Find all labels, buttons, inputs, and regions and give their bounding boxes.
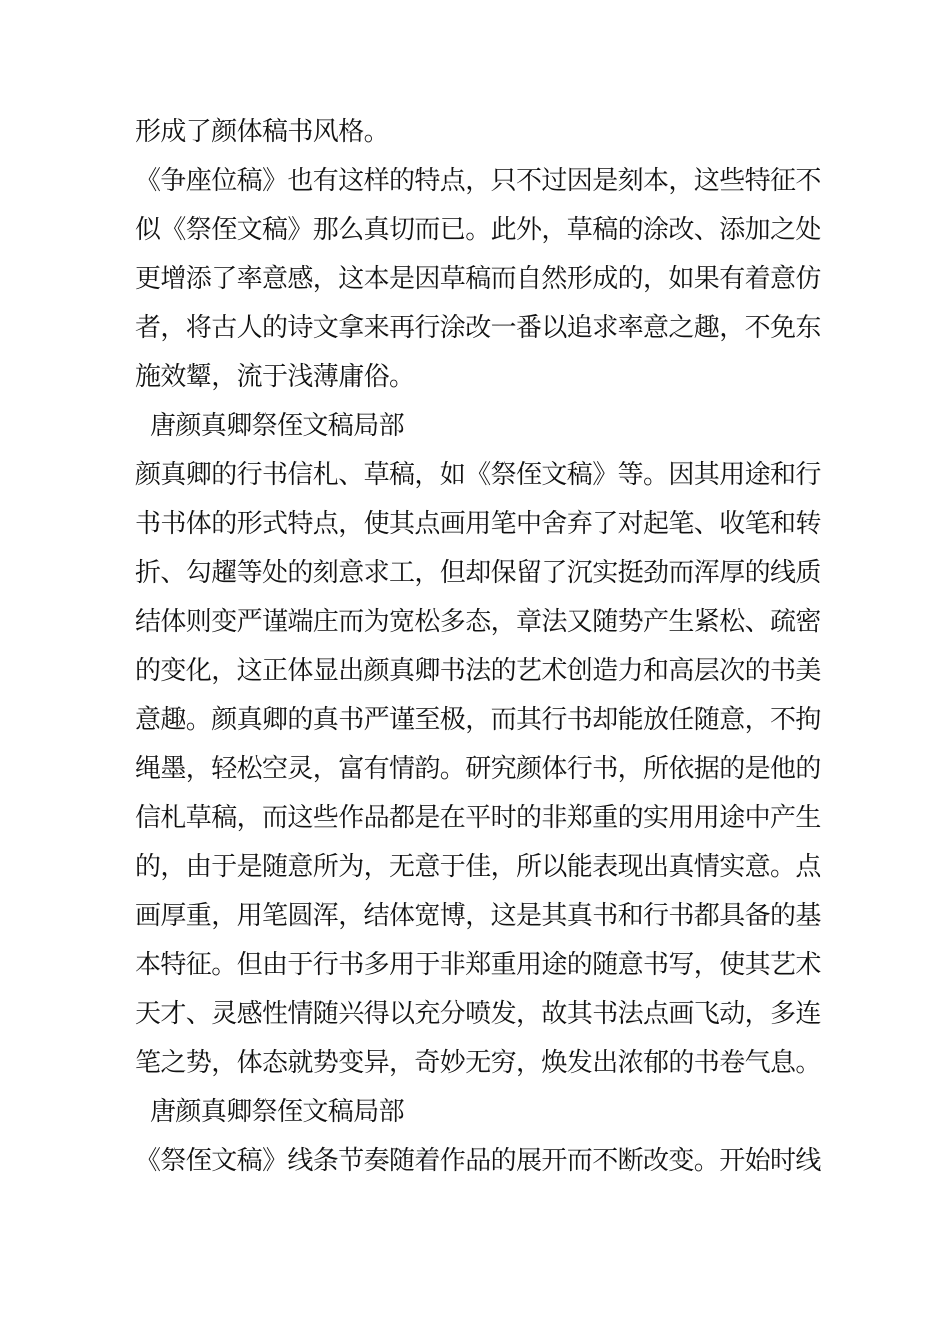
text-line: 本特征。但由于行书多用于非郑重用途的随意书写，使其艺术 xyxy=(135,950,821,980)
text-line: 折、勾趯等处的刻意求工，但却保留了沉实挺劲而浑厚的线质 xyxy=(135,558,821,588)
text-line: 颜真卿的行书信札、草稿，如《祭侄文稿》等。因其用途和行 xyxy=(135,460,821,490)
text-line: 似《祭侄文稿》那么真切而已。此外，草稿的涂改、添加之处 xyxy=(135,215,821,245)
text-line: 信札草稿，而这些作品都是在平时的非郑重的实用用途中产生 xyxy=(135,803,821,833)
text-line: 的变化，这正体显出颜真卿书法的艺术创造力和高层次的书美 xyxy=(135,656,821,686)
text-line: 形成了颜体稿书风格。 xyxy=(135,117,390,147)
image-caption: 唐颜真卿祭侄文稿局部 xyxy=(150,1097,405,1127)
text-line: 笔之势，体态就势变异，奇妙无穷，焕发出浓郁的书卷气息。 xyxy=(135,1048,821,1078)
text-line: 者，将古人的诗文拿来再行涂改一番以追求率意之趣，不免东 xyxy=(135,313,821,343)
text-line: 绳墨，轻松空灵，富有情韵。研究颜体行书，所依据的是他的 xyxy=(135,754,821,784)
text-line: 《祭侄文稿》线条节奏随着作品的展开而不断改变。开始时线 xyxy=(135,1146,821,1176)
text-line: 意趣。颜真卿的真书严谨至极，而其行书却能放任随意，不拘 xyxy=(135,705,821,735)
text-line: 天才、灵感性情随兴得以充分喷发，故其书法点画飞动，多连 xyxy=(135,999,821,1029)
text-line: 施效颦，流于浅薄庸俗。 xyxy=(135,362,415,392)
text-line: 画厚重，用笔圆浑，结体宽博，这是其真书和行书都具备的基 xyxy=(135,901,821,931)
image-caption: 唐颜真卿祭侄文稿局部 xyxy=(150,411,405,441)
text-line: 的，由于是随意所为，无意于佳，所以能表现出真情实意。点 xyxy=(135,852,821,882)
text-line: 《争座位稿》也有这样的特点，只不过因是刻本，这些特征不 xyxy=(135,166,821,196)
text-line: 更增添了率意感，这本是因草稿而自然形成的，如果有着意仿 xyxy=(135,264,821,294)
text-line: 结体则变严谨端庄而为宽松多态，章法又随势产生紧松、疏密 xyxy=(135,607,821,637)
text-line: 书书体的形式特点，使其点画用笔中舍弃了对起笔、收笔和转 xyxy=(135,509,821,539)
